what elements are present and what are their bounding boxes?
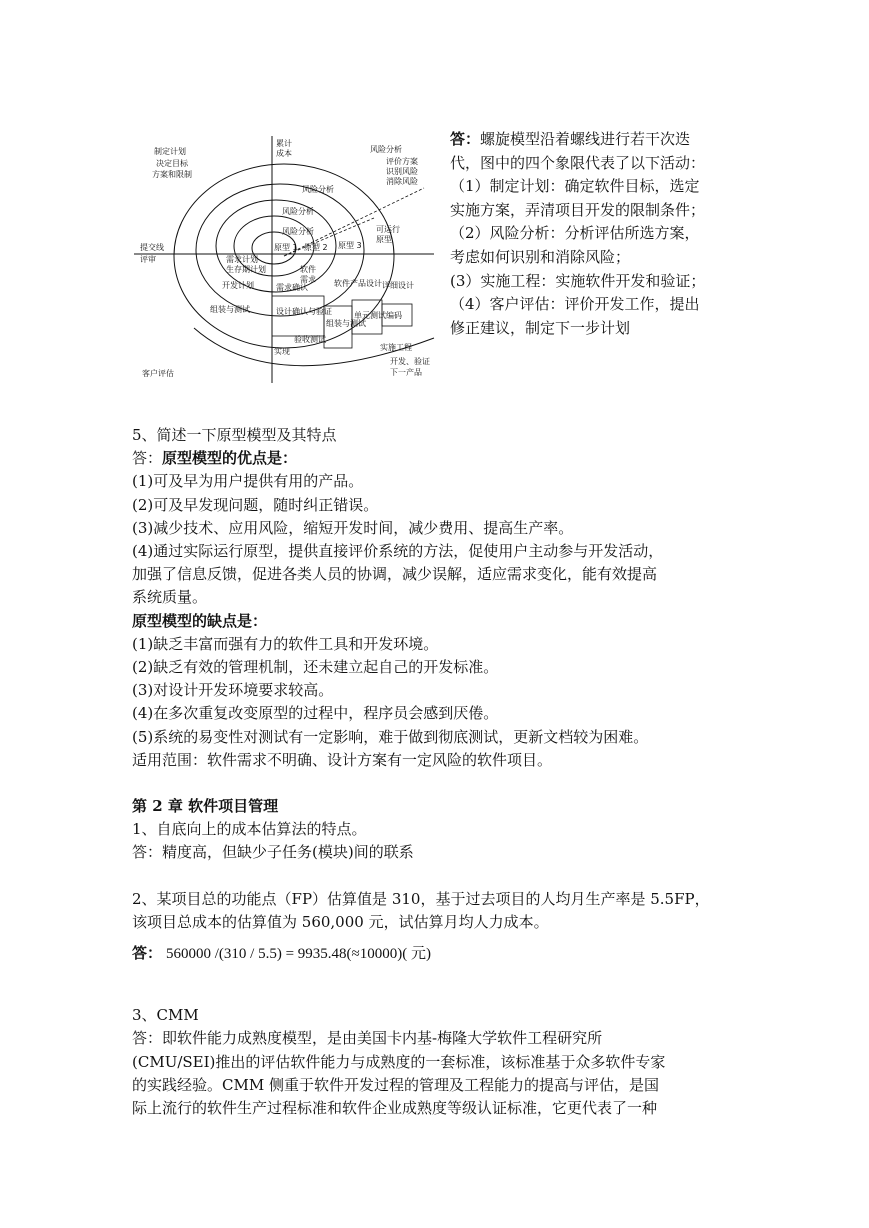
answer-lead: 答：	[132, 944, 163, 963]
question-text: 该项目总成本的估算值为 560,000 元，试估算月均人力成本。	[132, 912, 549, 931]
answer-heading	[132, 447, 742, 470]
answer-line	[450, 128, 742, 152]
question-title: 1、自底向上的成本估算法的特点。	[132, 820, 367, 839]
question-title: 3、CMM	[132, 1006, 199, 1025]
advantage-item: (4)通过实际运行原型，提供直接评价系统的方法，促使用户主动参与开发活动，	[132, 542, 664, 561]
advantage-item: (3)减少技术、应用风险，缩短开发时间，减少费用、提高生产率。	[132, 518, 574, 537]
advantage-item: 加强了信息反馈，促进各类人员的协调，减少误解，适应需求变化，能有效提高	[132, 565, 658, 584]
fig-label: 评价方案	[386, 157, 418, 166]
answer-line: （2）风险分析：分析评估所选方案，	[450, 224, 700, 243]
fig-label: 验收测试	[294, 335, 326, 344]
fig-label: 可运行	[376, 225, 400, 234]
disadvantage-item: (3)对设计开发环境要求较高。	[132, 681, 334, 700]
fig-label: 风险分析	[302, 185, 334, 194]
advantages-heading: 原型模型的优点是：	[162, 449, 298, 468]
fig-label: 识别风险	[386, 167, 418, 176]
advantage-item: (1)可及早为用户提供有用的产品。	[132, 472, 364, 491]
fig-label: 设计确认与验证	[276, 307, 332, 316]
fig-label: 开发、验证	[390, 357, 430, 366]
answer-lead: 答：	[450, 130, 481, 148]
fig-label: 实现	[274, 347, 290, 356]
fig-label: 评审	[140, 255, 156, 264]
fig-label: 原型 3	[338, 241, 362, 250]
fig-label: 需求计划	[226, 255, 258, 264]
fig-label: 需求	[300, 275, 316, 284]
answer-line: （4）客户评估：评价开发工作，提出	[450, 295, 700, 314]
fig-label: 开发计划	[222, 281, 254, 290]
answer-line: (CMU/SEI)推出的评估软件能力与成熟度的一套标准，该标准基于众多软件专家	[132, 1052, 666, 1071]
fig-label: 风险分析	[282, 227, 314, 236]
fig-label: 组装与测试	[326, 319, 366, 328]
answer-line: 际上流行的软件生产过程标准和软件企业成熟度等级认证标准，它更代表了一种	[132, 1099, 658, 1118]
answer-line: 答：即软件能力成熟度模型，是由美国卡内基-梅隆大学软件工程研究所	[132, 1029, 603, 1048]
answer-line: 考虑如何识别和消除风险；	[450, 247, 631, 266]
fig-label: 决定目标	[156, 159, 188, 168]
spiral-diagram	[134, 128, 442, 388]
answer-lead: 答：	[132, 449, 163, 468]
fig-label: 制定计划	[154, 147, 186, 156]
fig-label: 客户评估	[142, 369, 174, 378]
advantage-item: 系统质量。	[132, 588, 208, 607]
answer-text: 螺旋模型沿着螺线进行若干次迭	[480, 130, 691, 148]
chapter-title: 第 2 章 软件项目管理	[132, 797, 279, 816]
scope-line: 适用范围：软件需求不明确、设计方案有一定风险的软件项目。	[132, 750, 553, 769]
fig-label: 生存期计划	[226, 265, 266, 274]
fig-label: 原型 1	[274, 243, 298, 252]
fig-label: 软件产品设计	[334, 279, 382, 288]
fig-label: 下一产品	[390, 368, 422, 377]
fig-label: 详细设计	[382, 281, 414, 290]
answer-line: 实施方案，弄清项目开发的限制条件；	[450, 200, 706, 219]
answer-text: 答：精度高，但缺少子任务(模块)间的联系	[132, 843, 414, 862]
fig-label: 提交线	[140, 243, 164, 252]
disadvantage-item: (4)在多次重复改变原型的过程中，程序员会感到厌倦。	[132, 704, 499, 723]
fig-label: 单元测试	[354, 311, 386, 320]
fig-label: 原型 2	[304, 243, 328, 252]
document-body	[132, 424, 742, 1120]
fig-label: 风险分析	[370, 145, 402, 154]
disadvantage-item: (5)系统的易变性对测试有一定影响，难于做到彻底测试，更新文档较为困难。	[132, 727, 649, 746]
fig-label: 实施工程	[380, 343, 412, 352]
answer-line: （1）制定计划：确定软件目标，选定	[450, 177, 700, 196]
answer-line: 修正建议，制定下一步计划	[450, 318, 631, 337]
formula-answer	[132, 942, 742, 966]
figure-labels	[140, 138, 430, 378]
fig-label: 编码	[386, 311, 402, 320]
spiral-answer	[450, 128, 742, 340]
fig-label: 组装与测试	[210, 305, 250, 314]
fig-label: 软件	[300, 265, 316, 274]
spiral-model-figure	[134, 128, 442, 388]
fig-label: 原型	[376, 235, 392, 244]
answer-line: 代，图中的四个象限代表了以下活动：	[450, 153, 706, 172]
answer-line: (3）实施工程：实施软件开发和验证；	[450, 271, 706, 290]
fig-label: 方案和限制	[152, 170, 192, 179]
fig-label: 成本	[276, 149, 292, 158]
fig-label: 需求确认	[276, 283, 308, 292]
advantage-item: (2)可及早发现问题，随时纠正错误。	[132, 495, 379, 514]
disadvantages-heading: 原型模型的缺点是：	[132, 611, 268, 630]
formula: 560000 /(310 / 5.5) = 9935.48(≈10000)( 元)	[166, 946, 432, 963]
question-text: 2、某项目总的功能点（FP）估算值是 310，基于过去项目的人均月生产率是 5.5FP，	[132, 889, 710, 908]
fig-label: 消除风险	[386, 177, 418, 186]
fig-label: 风险分析	[282, 207, 314, 216]
disadvantage-item: (2)缺乏有效的管理机制，还未建立起自己的开发标准。	[132, 658, 499, 677]
question-title: 5、简述一下原型模型及其特点	[132, 426, 337, 444]
answer-line: 的实践经验。CMM 侧重于软件开发过程的管理及工程能力的提高与评估，是国	[132, 1075, 659, 1094]
spacer	[132, 865, 742, 888]
fig-label: 累计	[276, 139, 292, 148]
spacer	[132, 966, 742, 1004]
disadvantage-item: (1)缺乏丰富而强有力的软件工具和开发环境。	[132, 634, 439, 653]
spacer	[132, 772, 742, 795]
